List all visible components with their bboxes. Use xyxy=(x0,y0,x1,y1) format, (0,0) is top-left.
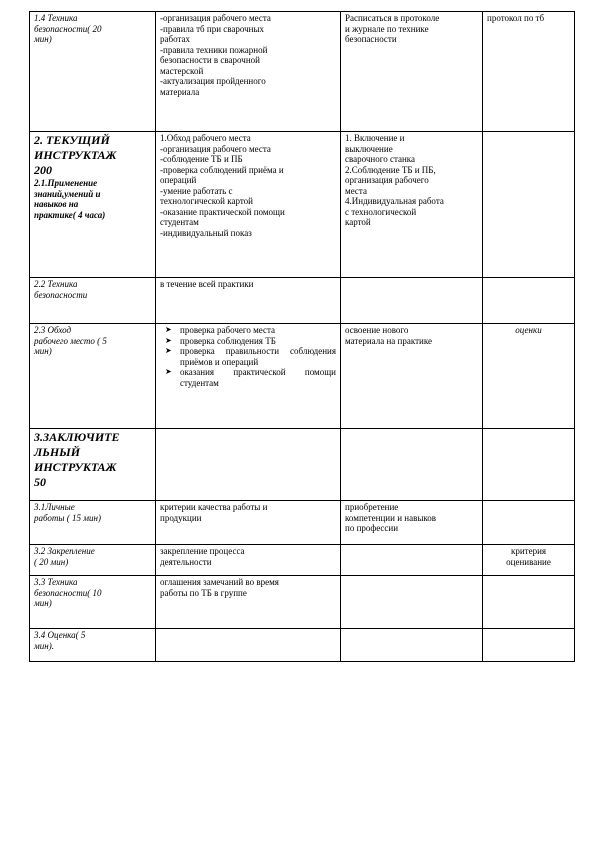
table-row xyxy=(30,12,575,132)
teacher-text: материала xyxy=(160,86,200,97)
teacher-text: работы по ТБ в группе xyxy=(160,587,247,598)
control-cell xyxy=(483,324,575,429)
teacher-cell xyxy=(156,629,341,662)
control-cell xyxy=(483,12,575,132)
stage-text: работы ( 15 мин) xyxy=(34,512,101,523)
stage-text: безопасности xyxy=(34,289,88,300)
stage-text: мин) xyxy=(34,34,52,44)
teacher-text: -оказание практической помощи xyxy=(160,206,285,217)
student-text: с технологической xyxy=(345,206,417,217)
stage-title: 3.ЗАКЛЮЧИТЕ xyxy=(34,430,120,444)
table-row xyxy=(30,278,575,324)
teacher-bullet-list xyxy=(160,325,336,388)
student-text: места xyxy=(345,185,367,196)
student-text: сварочного станка xyxy=(345,154,416,164)
lesson-plan-table xyxy=(29,11,575,662)
student-text: и журнале по технике xyxy=(345,23,429,34)
student-text: картой xyxy=(345,217,371,227)
teacher-text: работах xyxy=(160,34,190,44)
stage-text: 3.4 Оценка( 5 xyxy=(34,630,86,640)
teacher-cell xyxy=(156,545,341,576)
table-row xyxy=(30,429,575,501)
student-text: по профессии xyxy=(345,523,399,533)
stage-text: безопасности( 10 xyxy=(34,587,102,598)
teacher-text: -умение работать с xyxy=(160,185,233,196)
student-text: компетенции и навыков xyxy=(345,512,437,523)
stage-cell xyxy=(30,132,156,278)
table-row xyxy=(30,501,575,545)
control-cell xyxy=(483,278,575,324)
stage-cell xyxy=(30,629,156,662)
stage-text: ( 20 мин) xyxy=(34,556,69,567)
table-row xyxy=(30,545,575,576)
teacher-text: технологической картой xyxy=(160,196,253,206)
stage-title: ЛЬНЫЙ xyxy=(34,445,81,459)
stage-cell xyxy=(30,545,156,576)
stage-text: безопасности( 20 xyxy=(34,23,102,34)
control-cell xyxy=(483,132,575,278)
list-item: ➤ проверка правильности соблюдения приёмов и операций xyxy=(180,346,336,367)
table-row xyxy=(30,629,575,662)
student-text: организация рабочего xyxy=(345,175,429,185)
student-cell xyxy=(341,629,483,662)
control-text: критерия xyxy=(510,546,547,556)
stage-cell xyxy=(30,501,156,545)
control-cell xyxy=(483,501,575,545)
stage-title: 50 xyxy=(34,475,46,489)
control-cell xyxy=(483,545,575,576)
stage-text: 3.3 Техника xyxy=(34,577,78,587)
student-cell xyxy=(341,429,483,501)
teacher-text: -проверка соблюдений приёма и xyxy=(160,164,284,175)
student-text: Расписаться в протоколе xyxy=(345,13,440,23)
control-cell xyxy=(483,576,575,629)
student-text: приобретение xyxy=(345,502,399,512)
stage-text: практике( 4 часа) xyxy=(34,209,106,220)
stage-text: мин). xyxy=(34,640,54,651)
table-row xyxy=(30,132,575,278)
student-text: безопасности xyxy=(345,34,397,44)
teacher-text: критерии качества работы и xyxy=(160,502,268,512)
stage-title: 200 xyxy=(34,163,52,177)
teacher-text: закрепление процесса xyxy=(160,546,245,556)
control-cell xyxy=(483,429,575,501)
student-cell xyxy=(341,278,483,324)
stage-text: навыков на xyxy=(34,199,79,209)
teacher-cell xyxy=(156,501,341,545)
stage-title: 2. ТЕКУЩИЙ xyxy=(34,133,110,147)
teacher-text: студентам xyxy=(160,217,199,227)
control-text: оценивание xyxy=(506,556,551,567)
teacher-text: в течение всей практики xyxy=(160,279,254,289)
student-cell xyxy=(341,12,483,132)
table-row xyxy=(30,576,575,629)
stage-text: знаний,умений и xyxy=(34,188,101,199)
teacher-cell xyxy=(156,132,341,278)
list-item: ➤ оказания практической помощи студентам xyxy=(180,367,336,388)
stage-text: 2.2 Техника xyxy=(34,279,78,289)
stage-title: ИНСТРУКТАЖ xyxy=(34,460,117,474)
teacher-text: -правила техники пожарной xyxy=(160,44,268,55)
stage-cell xyxy=(30,278,156,324)
stage-text: мин) xyxy=(34,598,52,608)
teacher-text: операций xyxy=(160,175,197,185)
control-cell xyxy=(483,629,575,662)
stage-text: 3.2 Закрепление xyxy=(34,546,95,556)
teacher-text: -правила тб при сварочных xyxy=(160,23,265,34)
student-text: 4.Индивидуальная работа xyxy=(345,196,444,206)
teacher-cell xyxy=(156,12,341,132)
control-text: протокол по тб xyxy=(487,13,545,23)
student-cell xyxy=(341,132,483,278)
teacher-text: деятельности xyxy=(160,556,212,567)
stage-text: 2.3 Обход xyxy=(34,325,72,335)
stage-text: рабочего место ( 5 xyxy=(34,335,107,346)
student-cell xyxy=(341,324,483,429)
student-text: освоение нового xyxy=(345,325,409,335)
teacher-text: безопасности в сварочной xyxy=(160,55,260,65)
stage-cell xyxy=(30,324,156,429)
teacher-cell xyxy=(156,324,341,429)
student-cell xyxy=(341,501,483,545)
teacher-text: -организация рабочего места xyxy=(160,13,271,23)
teacher-text: -организация рабочего места xyxy=(160,143,271,154)
teacher-text: -актуализация пройденного xyxy=(160,76,266,86)
student-text: 2.Соблюдение ТБ и ПБ, xyxy=(345,164,436,175)
stage-text: 1.4 Техника xyxy=(34,13,78,23)
stage-text: мин) xyxy=(34,346,52,356)
teacher-cell xyxy=(156,429,341,501)
teacher-text: оглашения замечаний во время xyxy=(160,577,279,587)
teacher-text: мастерской xyxy=(160,65,204,76)
student-text: 1. Включение и xyxy=(345,133,405,143)
teacher-cell xyxy=(156,278,341,324)
teacher-cell xyxy=(156,576,341,629)
list-item: ➤ проверка рабочего места xyxy=(180,325,336,336)
list-item: ➤ проверка соблюдения ТБ xyxy=(180,336,336,347)
table-row xyxy=(30,324,575,429)
stage-cell xyxy=(30,429,156,501)
stage-cell xyxy=(30,576,156,629)
student-text: выключение xyxy=(345,143,393,154)
student-cell xyxy=(341,545,483,576)
teacher-text: -соблюдение ТБ и ПБ xyxy=(160,154,243,164)
teacher-text: продукции xyxy=(160,512,202,523)
teacher-text: 1.Обход рабочего места xyxy=(160,133,251,143)
student-text: материала на практике xyxy=(345,335,432,346)
student-cell xyxy=(341,576,483,629)
stage-cell xyxy=(30,12,156,132)
control-text: оценки xyxy=(515,325,542,335)
teacher-text: -индивидуальный показ xyxy=(160,227,252,238)
stage-text: 3.1Личные xyxy=(34,502,75,512)
stage-title: ИНСТРУКТАЖ xyxy=(34,148,117,162)
stage-text: 2.1.Применение xyxy=(34,178,98,188)
